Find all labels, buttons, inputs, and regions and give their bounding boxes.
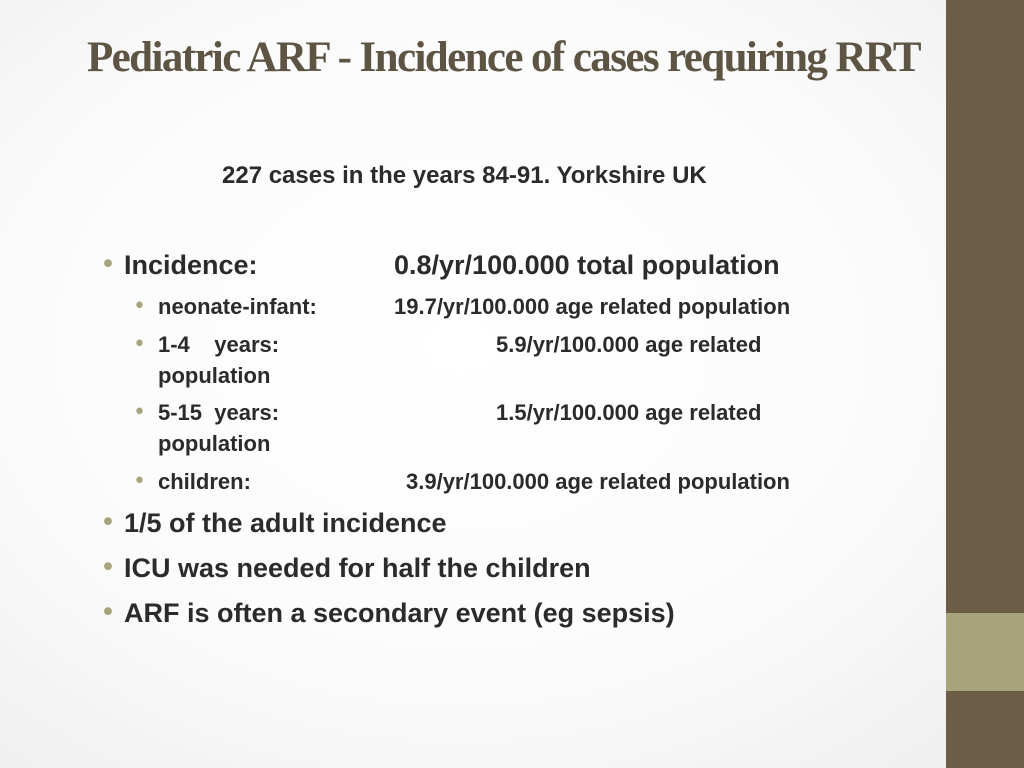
subitem-value-wrap: population [158,431,271,456]
bullet-icon: • [100,597,116,628]
incidence-label: Incidence: [124,250,258,280]
bullet-icon: • [133,332,146,357]
point-text: ICU was needed for half the children [124,553,591,583]
subitem-label: 1-4 years: [158,332,280,357]
bullet-icon: • [133,400,146,425]
subitem-value: 19.7/yr/100.000 age related population [394,294,791,319]
bullet-icon: • [100,249,116,280]
point-text: 1/5 of the adult incidence [124,508,447,538]
subitem-label: neonate-infant: [158,294,317,319]
bullet-icon: • [100,552,116,583]
point-text: ARF is often a secondary event (eg sepsis) [124,598,675,628]
bullet-icon: • [100,507,116,538]
bullet-icon: • [133,469,146,494]
subitem-value: 5.9/yr/100.000 age related [496,332,762,357]
subitem-value-wrap: population [158,363,271,388]
slide-subtitle: 227 cases in the years 84-91. Yorkshire UK [222,162,707,189]
side-accent-decoration [946,613,1024,691]
incidence-value: 0.8/yr/100.000 total population [394,250,780,280]
subitem-label: 5-15 years: [158,400,280,425]
subitem-value: 3.9/yr/100.000 age related population [406,469,790,494]
subitem-value: 1.5/yr/100.000 age related [496,400,762,425]
bullet-icon: • [133,294,146,319]
slide-title: Pediatric ARF - Incidence of cases requiring RRT [87,34,920,81]
subitem-label: children: [158,469,251,494]
